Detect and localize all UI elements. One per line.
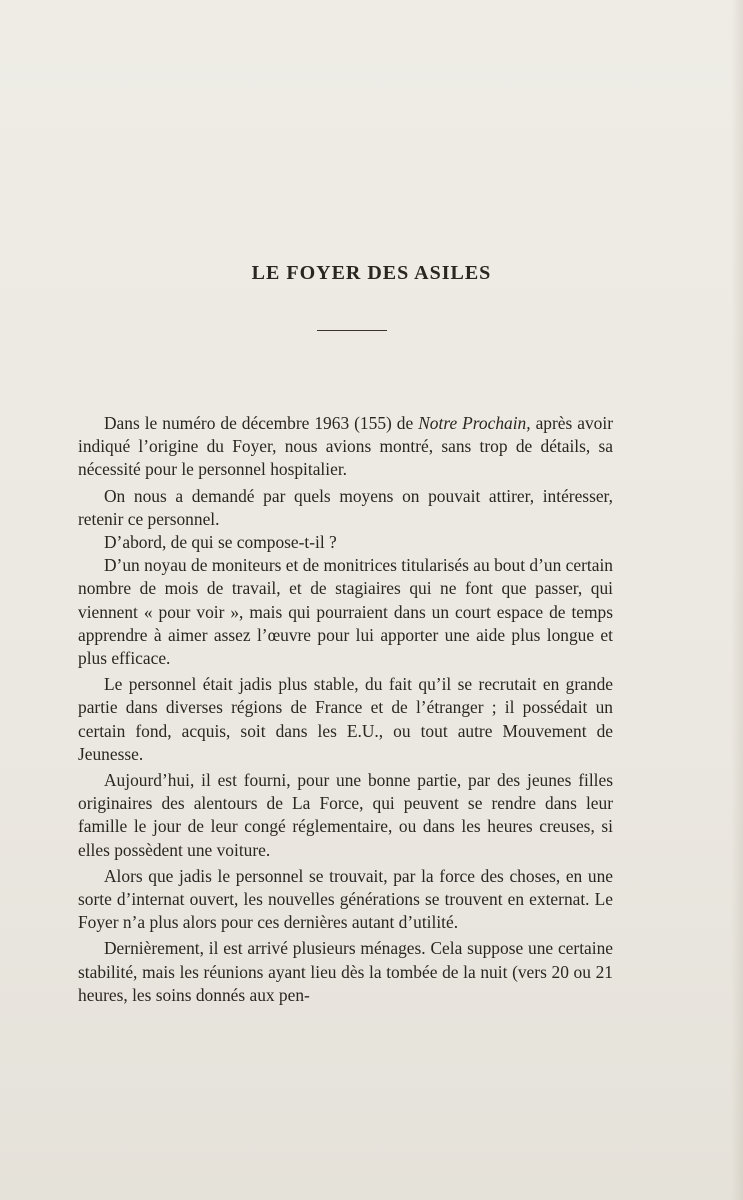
paragraph-1-rest: après avoir indiqué l’origine du Foyer, nous avions montré, sans trop de détails, sa nécessité pour le personnel hospitalier. <box>78 413 613 480</box>
paragraph-1 <box>78 412 613 482</box>
paragraph-1-lead: Dans le numéro de décembre 1963 (155) de <box>104 413 419 433</box>
paragraph-6: Aujourd’hui, il est fourni, pour une bonne partie, par des jeunes filles originaires des alentours de La Force, qui peuvent se rendre dans leur famille le jour de leur congé réglementaire, ou dans les heures creuses, si elles possèdent une voiture. <box>78 770 613 860</box>
page-edge-shading <box>731 0 743 1200</box>
journal-title: Notre Prochain, <box>418 413 531 433</box>
paragraph-7: Alors que jadis le personnel se trouvait, par la force des choses, en une sorte d’internat ouvert, les nouvelles générations se trouvent en externat. Le Foyer n’a plus alors pour ces dernières autant d’utilité. <box>78 865 613 933</box>
paragraph-5: Le personnel était jadis plus stable, du fait qu’il se recrutait en grande partie dans diverses régions de France et de l’étranger ; il possédait un certain fond, acquis, soit dans les E.U., ou tout autre Mouvement de Jeunesse. <box>78 674 613 764</box>
paragraph-2: On nous a demandé par quels moyens on pouvait attirer, intéresser, retenir ce personnel. <box>78 485 613 529</box>
title-divider <box>317 330 387 331</box>
body-text <box>78 412 613 1010</box>
paragraph-3: D’abord, de qui se compose-t-il ? <box>104 532 337 553</box>
paragraph-4: D’un noyau de moniteurs et de monitrices titularisés au bout d’un certain nombre de mois de travail, et de stagiaires qui ne font que passer, qui viennent « pour voir », mais qui pourraient dans un court espace de temps apprendre à aimer assez l’œuvre pour lui apporter une aide plus longue et plus efficace. <box>78 555 613 669</box>
page-title: LE FOYER DES ASILES <box>251 262 492 284</box>
paragraph-8: Dernièrement, il est arrivé plusieurs ménages. Cela suppose une certaine stabilité, mais les réunions ayant lieu dès la tombée de la nuit (vers 20 ou 21 heures, les soins donnés aux pen- <box>78 938 613 1005</box>
